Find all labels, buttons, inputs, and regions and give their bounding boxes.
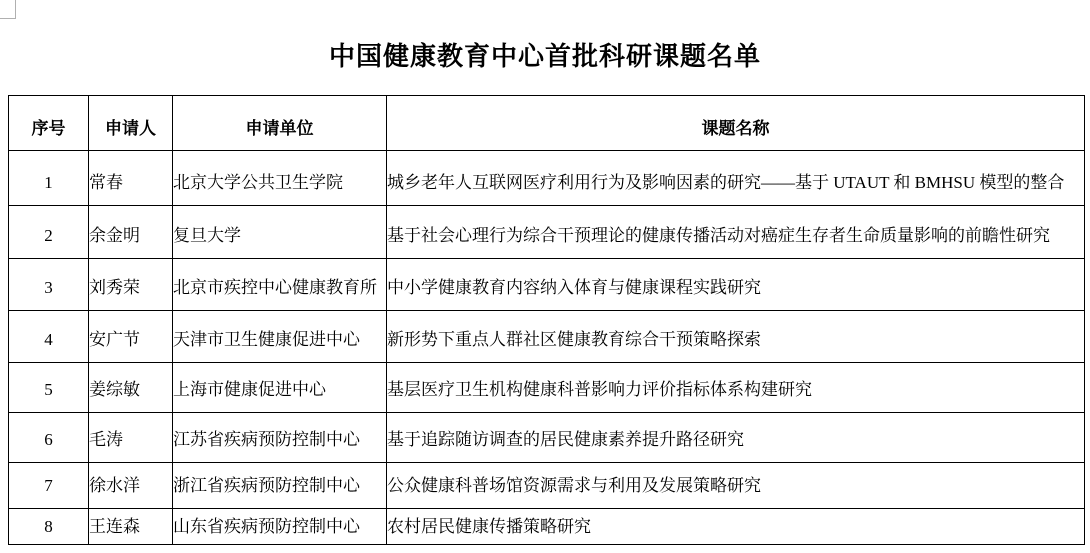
- table-header-row: [9, 96, 1085, 151]
- cell-serial: 3: [9, 259, 89, 311]
- cell-project-title: 基于追踪随访调查的居民健康素养提升路径研究: [387, 413, 1085, 463]
- cell-project-title: 中小学健康教育内容纳入体育与健康课程实践研究: [387, 259, 1085, 311]
- page-corner-marker: [0, 0, 16, 19]
- table-row: [9, 363, 1085, 413]
- table-row: [9, 509, 1085, 545]
- cell-project-title: 公众健康科普场馆资源需求与利用及发展策略研究: [387, 463, 1085, 509]
- table-row: [9, 463, 1085, 509]
- cell-applicant: 姜综敏: [89, 363, 173, 413]
- cell-applicant: 王连森: [89, 509, 173, 545]
- cell-serial: 6: [9, 413, 89, 463]
- cell-applicant: 毛涛: [89, 413, 173, 463]
- table-row: [9, 259, 1085, 311]
- column-header-serial: 序号: [9, 96, 89, 151]
- cell-institution: 北京大学公共卫生学院: [173, 151, 387, 206]
- cell-project-title: 基于社会心理行为综合干预理论的健康传播活动对癌症生存者生命质量影响的前瞻性研究: [387, 206, 1085, 259]
- page-title: 中国健康教育中心首批科研课题名单: [328, 42, 761, 71]
- column-header-institution: 申请单位: [173, 96, 387, 151]
- cell-institution: 北京市疾控中心健康教育所: [173, 259, 387, 311]
- cell-project-title: 城乡老年人互联网医疗利用行为及影响因素的研究——基于 UTAUT 和 BMHSU 模型的整合: [387, 151, 1085, 206]
- cell-institution: 江苏省疾病预防控制中心: [173, 413, 387, 463]
- cell-project-title: 基层医疗卫生机构健康科普影响力评价指标体系构建研究: [387, 363, 1085, 413]
- table-row: [9, 413, 1085, 463]
- table-row: [9, 151, 1085, 206]
- cell-serial: 4: [9, 311, 89, 363]
- cell-serial: 1: [9, 151, 89, 206]
- cell-project-title: 新形势下重点人群社区健康教育综合干预策略探索: [387, 311, 1085, 363]
- cell-serial: 7: [9, 463, 89, 509]
- cell-applicant: 刘秀荣: [89, 259, 173, 311]
- cell-serial: 5: [9, 363, 89, 413]
- cell-institution: 复旦大学: [173, 206, 387, 259]
- table-row: [9, 311, 1085, 363]
- cell-serial: 2: [9, 206, 89, 259]
- cell-institution: 天津市卫生健康促进中心: [173, 311, 387, 363]
- research-projects-table: [8, 95, 1085, 545]
- cell-project-title: 农村居民健康传播策略研究: [387, 509, 1085, 545]
- cell-institution: 上海市健康促进中心: [173, 363, 387, 413]
- cell-institution: 浙江省疾病预防控制中心: [173, 463, 387, 509]
- column-header-applicant: 申请人: [89, 96, 173, 151]
- cell-applicant: 徐水洋: [89, 463, 173, 509]
- cell-serial: 8: [9, 509, 89, 545]
- cell-applicant: 安广节: [89, 311, 173, 363]
- column-header-project-title: 课题名称: [387, 96, 1085, 151]
- cell-institution: 山东省疾病预防控制中心: [173, 509, 387, 545]
- cell-applicant: 常春: [89, 151, 173, 206]
- cell-applicant: 余金明: [89, 206, 173, 259]
- table-row: [9, 206, 1085, 259]
